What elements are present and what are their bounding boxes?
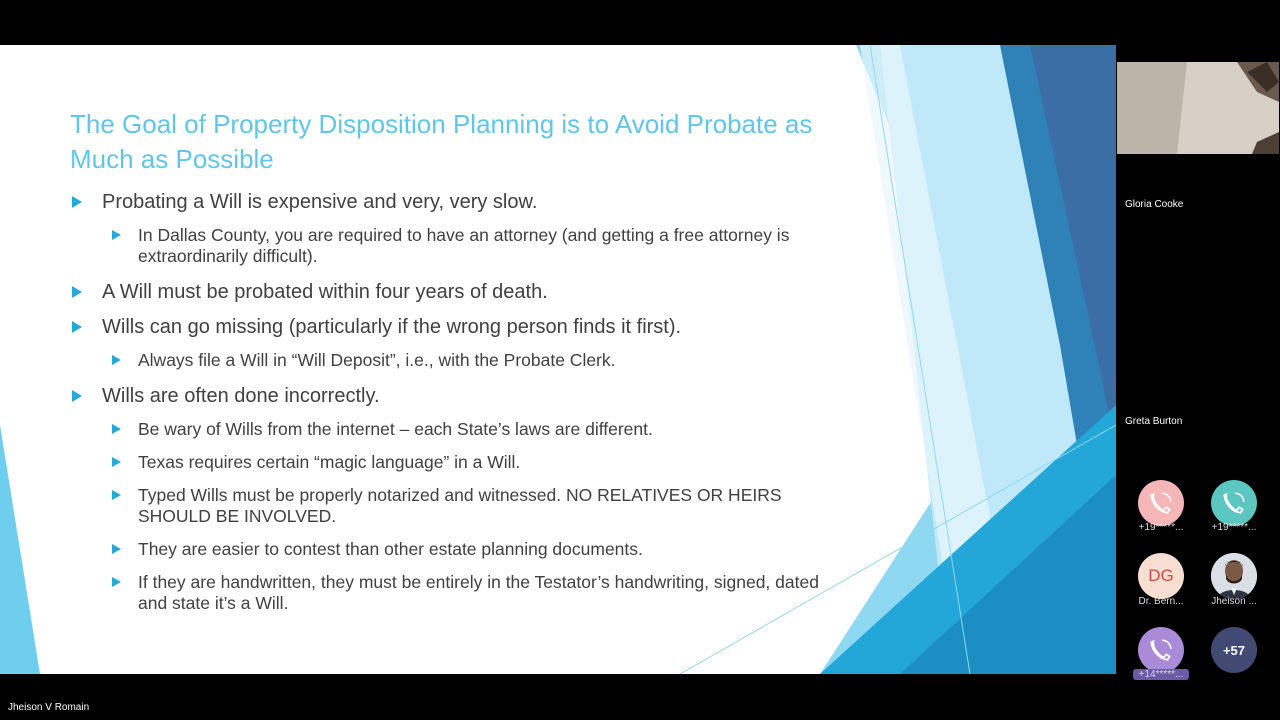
more-participants-button[interactable]	[1211, 627, 1257, 673]
bullet-arrow-icon	[112, 544, 121, 554]
avatar-initials: DG	[1148, 566, 1174, 585]
bullet-arrow-icon	[112, 230, 121, 240]
bullet-item: Wills are often done incorrectly.	[72, 384, 852, 408]
person-photo-icon	[1211, 553, 1257, 599]
participant-label: +19*****...	[1138, 522, 1184, 533]
bullet-item: A Will must be probated within four years of death.	[72, 280, 852, 304]
bullet-item: Typed Wills must be properly notarized and witnessed. NO RELATIVES OR HEIRS SHOULD BE INVOLVED.	[112, 485, 812, 527]
bullet-item: Wills can go missing (particularly if the wrong person finds it first).	[72, 315, 852, 339]
participant-avatar[interactable]	[1138, 627, 1184, 673]
phone-icon	[1221, 490, 1247, 516]
participant-name: Greta Burton	[1125, 416, 1183, 427]
bullet-item: In Dallas County, you are required to have an attorney (and getting a free attorney is extraordinarily difficult).	[112, 225, 802, 267]
bullet-item: If they are handwritten, they must be entirely in the Testator’s handwriting, signed, dated and state it’s a Will.	[112, 572, 832, 614]
bullet-arrow-icon	[112, 490, 121, 500]
bullet-item: They are easier to contest than other estate planning documents.	[112, 539, 802, 560]
bullet-arrow-icon	[112, 355, 121, 365]
bullet-item: Always file a Will in “Will Deposit”, i.e., with the Probate Clerk.	[112, 350, 802, 371]
bullet-item: Probating a Will is expensive and very, very slow.	[72, 190, 852, 214]
bullet-list	[0, 45, 1116, 674]
bullet-arrow-icon	[72, 390, 82, 402]
video-feed-image	[1117, 62, 1279, 154]
presentation-slide	[0, 45, 1116, 674]
phone-icon	[1148, 637, 1174, 663]
bullet-arrow-icon	[112, 424, 121, 434]
bullet-arrow-icon	[72, 286, 82, 298]
presenter-name: Jheison V Romain	[8, 702, 90, 713]
participant-avatar[interactable]	[1138, 553, 1184, 599]
bullet-arrow-icon	[112, 577, 121, 587]
slide-title: The Goal of Property Disposition Planning is to Avoid Probate as Much as Possible	[70, 109, 813, 174]
participant-avatar[interactable]	[1138, 480, 1184, 526]
bullet-arrow-icon	[112, 457, 121, 467]
participant-avatar[interactable]	[1211, 553, 1257, 599]
participant-avatar[interactable]	[1211, 480, 1257, 526]
participant-name: Gloria Cooke	[1125, 199, 1184, 210]
bullet-item: Texas requires certain “magic language” in a Will.	[112, 452, 802, 473]
participant-label: +19*****...	[1211, 522, 1257, 533]
participant-label: +14*****...	[1133, 669, 1189, 680]
bullet-arrow-icon	[72, 196, 82, 208]
bullet-arrow-icon	[72, 321, 82, 333]
participant-label: Dr. Bern...	[1138, 596, 1184, 607]
bullet-item: Be wary of Wills from the internet – each State’s laws are different.	[112, 419, 802, 440]
participant-label: Jheison ...	[1211, 596, 1257, 607]
more-participants-count: +57	[1222, 642, 1246, 658]
participant-video[interactable]	[1117, 62, 1279, 154]
phone-icon	[1148, 490, 1174, 516]
